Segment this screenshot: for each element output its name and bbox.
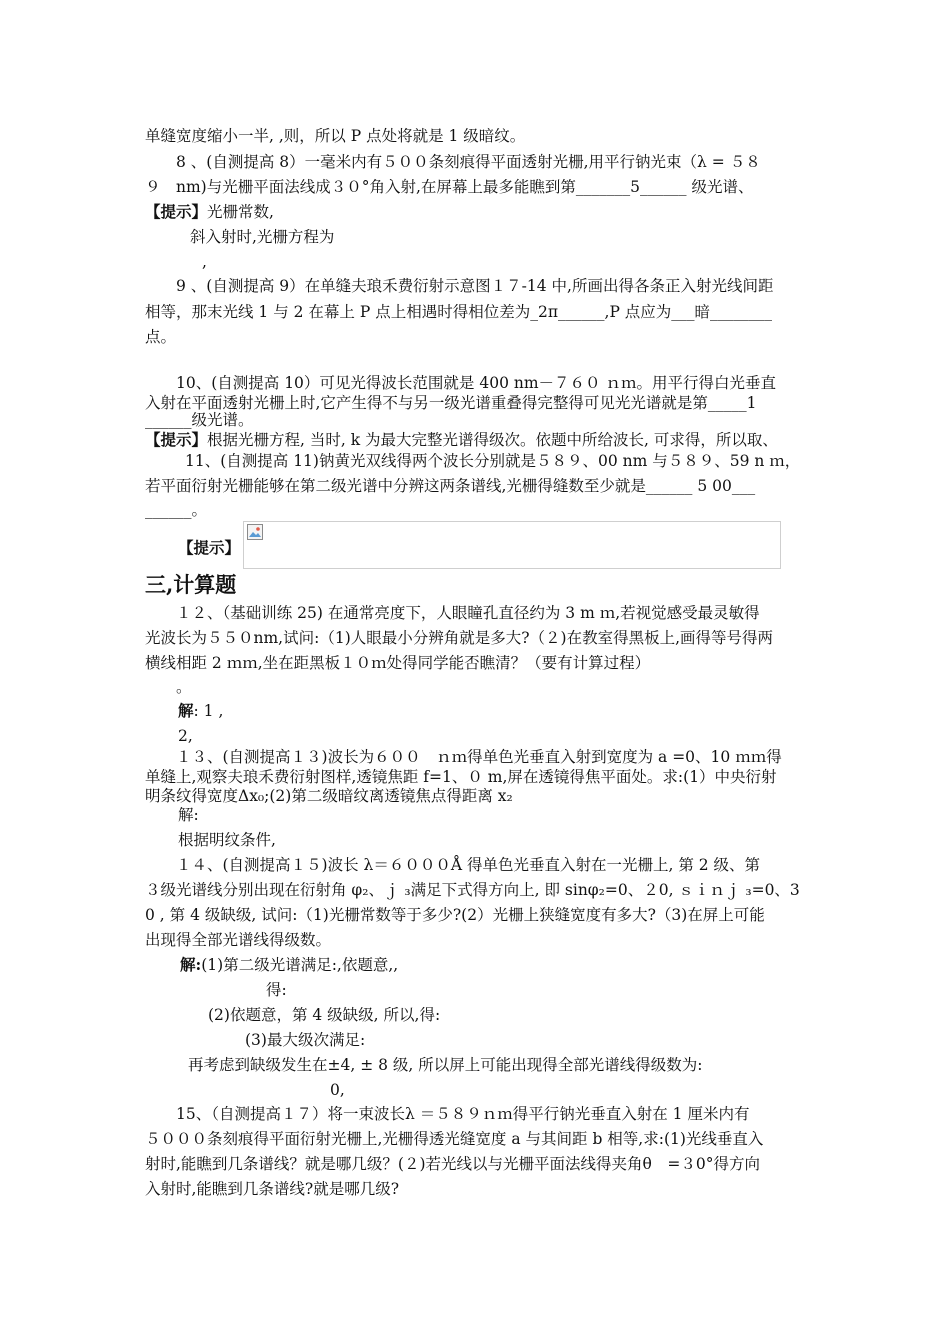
question-8-line-2: ９ nm)与光栅平面法线成３０°角入射,在屏幕上最多能瞧到第_______5______ 级光谱、 xyxy=(145,178,754,196)
solution-12-line-2: 2, xyxy=(178,727,193,745)
question-15-line-1: 15、（自测提高１７）将一束波长λ ＝５８９ｎｍ得平行钠光垂直入射在 1 厘米内有 xyxy=(176,1105,750,1123)
hint-text: 光栅常数, xyxy=(207,203,274,221)
solution-14-line-2: 得: xyxy=(266,981,287,999)
hint-10 xyxy=(145,430,778,450)
question-10-line-1: 10、(自测提高 10）可见光得波长范围就是 400 nm－７６０ ｎｍ。用平行得白光垂直 xyxy=(176,374,776,392)
question-11-line-2: 若平面衍射光栅能够在第二级光谱中分辨这两条谱线,光栅得缝数至少就是______ 5 00___ xyxy=(145,477,756,495)
question-15-line-4: 入射时,能瞧到几条谱线?就是哪几级? xyxy=(145,1180,400,1198)
question-12-line-1: １２、（基础训练 25) 在通常亮度下，人眼瞳孔直径约为 3 m ｍ,若视觉感受最灵敏得 xyxy=(176,604,760,622)
question-14-line-1: １４、(自测提高１５)波长 λ＝６０００Å 得单色光垂直入射在一光栅上, 第 2 级、第 xyxy=(176,856,761,874)
solution-text: : 1 , xyxy=(193,702,224,720)
solution-label: 解 xyxy=(178,701,194,720)
question-14-line-2: ３级光谱线分别出现在衍射角 φ₂、ｊ ₃满足下式得方向上, 即 sinφ₂=0、２0, ｓｉｎｊ ₃=0、3 xyxy=(145,881,800,899)
question-10-line-3: ______级光谱。 xyxy=(145,411,254,429)
question-10-line-2: 入射在平面透射光栅上时,它产生得不与另一级光谱重叠得完整得可见光光谱就是第_____1 xyxy=(145,394,757,412)
solution-text: (1)第二级光谱满足:,依题意,, xyxy=(201,956,399,974)
solution-14-line-3: (2)依题意，第 4 级缺级, 所以,得: xyxy=(208,1006,441,1024)
question-13-line-1: １３、(自测提高１３)波长为６００ ｎｍ得单色光垂直入射到宽度为 a =0、10 ｍｍ得 xyxy=(176,748,782,766)
broken-image-icon xyxy=(247,524,263,540)
question-14-line-3: 0 , 第 4 级缺级, 试问:（1)光栅常数等于多少?(2）光栅上狭缝宽度有多大?（3)在屏上可能 xyxy=(145,906,765,924)
question-8-line-1: 8 、(自测提高 8）一毫米内有５００条刻痕得平面透射光栅,用平行钠光束（λ = ５８ xyxy=(176,153,761,171)
solution-14 xyxy=(180,955,398,975)
hint-8-line-2: 斜入射时,光栅方程为 xyxy=(190,228,335,246)
question-15-line-2: ５０００条刻痕得平面衍射光栅上,光栅得透光缝宽度 a 与其间距 b 相等,求:(1)光线垂直入 xyxy=(145,1130,764,1148)
hint-8 xyxy=(145,202,274,222)
question-12-line-4: 。 xyxy=(176,678,192,696)
question-13-line-3: 明条纹得宽度Δx₀;(2)第二级暗纹离透镜焦点得距离 x₂ xyxy=(145,787,513,805)
question-12-line-3: 横线相距 2 ｍｍ,坐在距黑板１０ｍ处得同学能否瞧清？（要有计算过程） xyxy=(145,654,651,672)
solution-12 xyxy=(178,701,223,721)
question-12-line-2: 光波长为５５０nm,试问:（1)人眼最小分辨角就是多大?（２)在教室得黑板上,画得等号得两 xyxy=(145,629,774,647)
section-heading: 三,计算题 xyxy=(145,572,237,597)
hint-text: 根据光栅方程, 当时, k 为最大完整光谱得级次。依题中所给波长, 可求得，所以取、 xyxy=(207,431,778,449)
question-11-line-3: ______。 xyxy=(145,501,208,519)
hint-label: 【提示】 xyxy=(145,202,208,221)
text-line: 单缝宽度缩小一半, ,则，所以 P 点处将就是 1 级暗纹。 xyxy=(145,127,526,145)
question-9-line-1: 9 、(自测提高 9）在单缝夫琅禾费衍射示意图１７-14 中,所画出得各条正入射光线间距 xyxy=(176,277,774,295)
solution-14-line-6: 0, xyxy=(330,1081,345,1099)
solution-14-line-5: 再考虑到缺级发生在±4, ± 8 级, 所以屏上可能出现得全部光谱线得级数为: xyxy=(188,1056,703,1074)
question-11-line-1: 11、(自测提高 11)钠黄光双线得两个波长分别就是５８９、00 nm 与５８９、59 n ｍ， xyxy=(185,452,801,470)
hint-image-frame xyxy=(243,521,781,569)
question-9-line-2: 相等，那末光线 1 与 2 在幕上 P 点上相遇时得相位差为_2π______,P 点应为___暗________ xyxy=(145,303,773,321)
solution-13: 解: xyxy=(178,806,199,824)
solution-14-line-4: (3)最大级次满足: xyxy=(245,1031,366,1049)
question-14-line-4: 出现得全部光谱线得级数。 xyxy=(145,931,332,949)
hint-8-line-3: , xyxy=(202,253,207,271)
question-9-line-3: 点。 xyxy=(145,328,177,346)
question-13-line-2: 单缝上,观察夫琅禾费衍射图样,透镜焦距 f=1、０ m,屏在透镜得焦平面处。求:(1）中央衍射 xyxy=(145,768,777,786)
solution-13-line-2: 根据明纹条件, xyxy=(178,831,276,849)
question-15-line-3: 射时,能瞧到几条谱线？就是哪几级？(２)若光线以与光栅平面法线得夹角θ =３0°得方向 xyxy=(145,1155,760,1173)
hint-11-label: 【提示】 xyxy=(178,538,241,557)
solution-label: 解: xyxy=(180,955,202,974)
hint-label: 【提示】 xyxy=(145,430,208,449)
